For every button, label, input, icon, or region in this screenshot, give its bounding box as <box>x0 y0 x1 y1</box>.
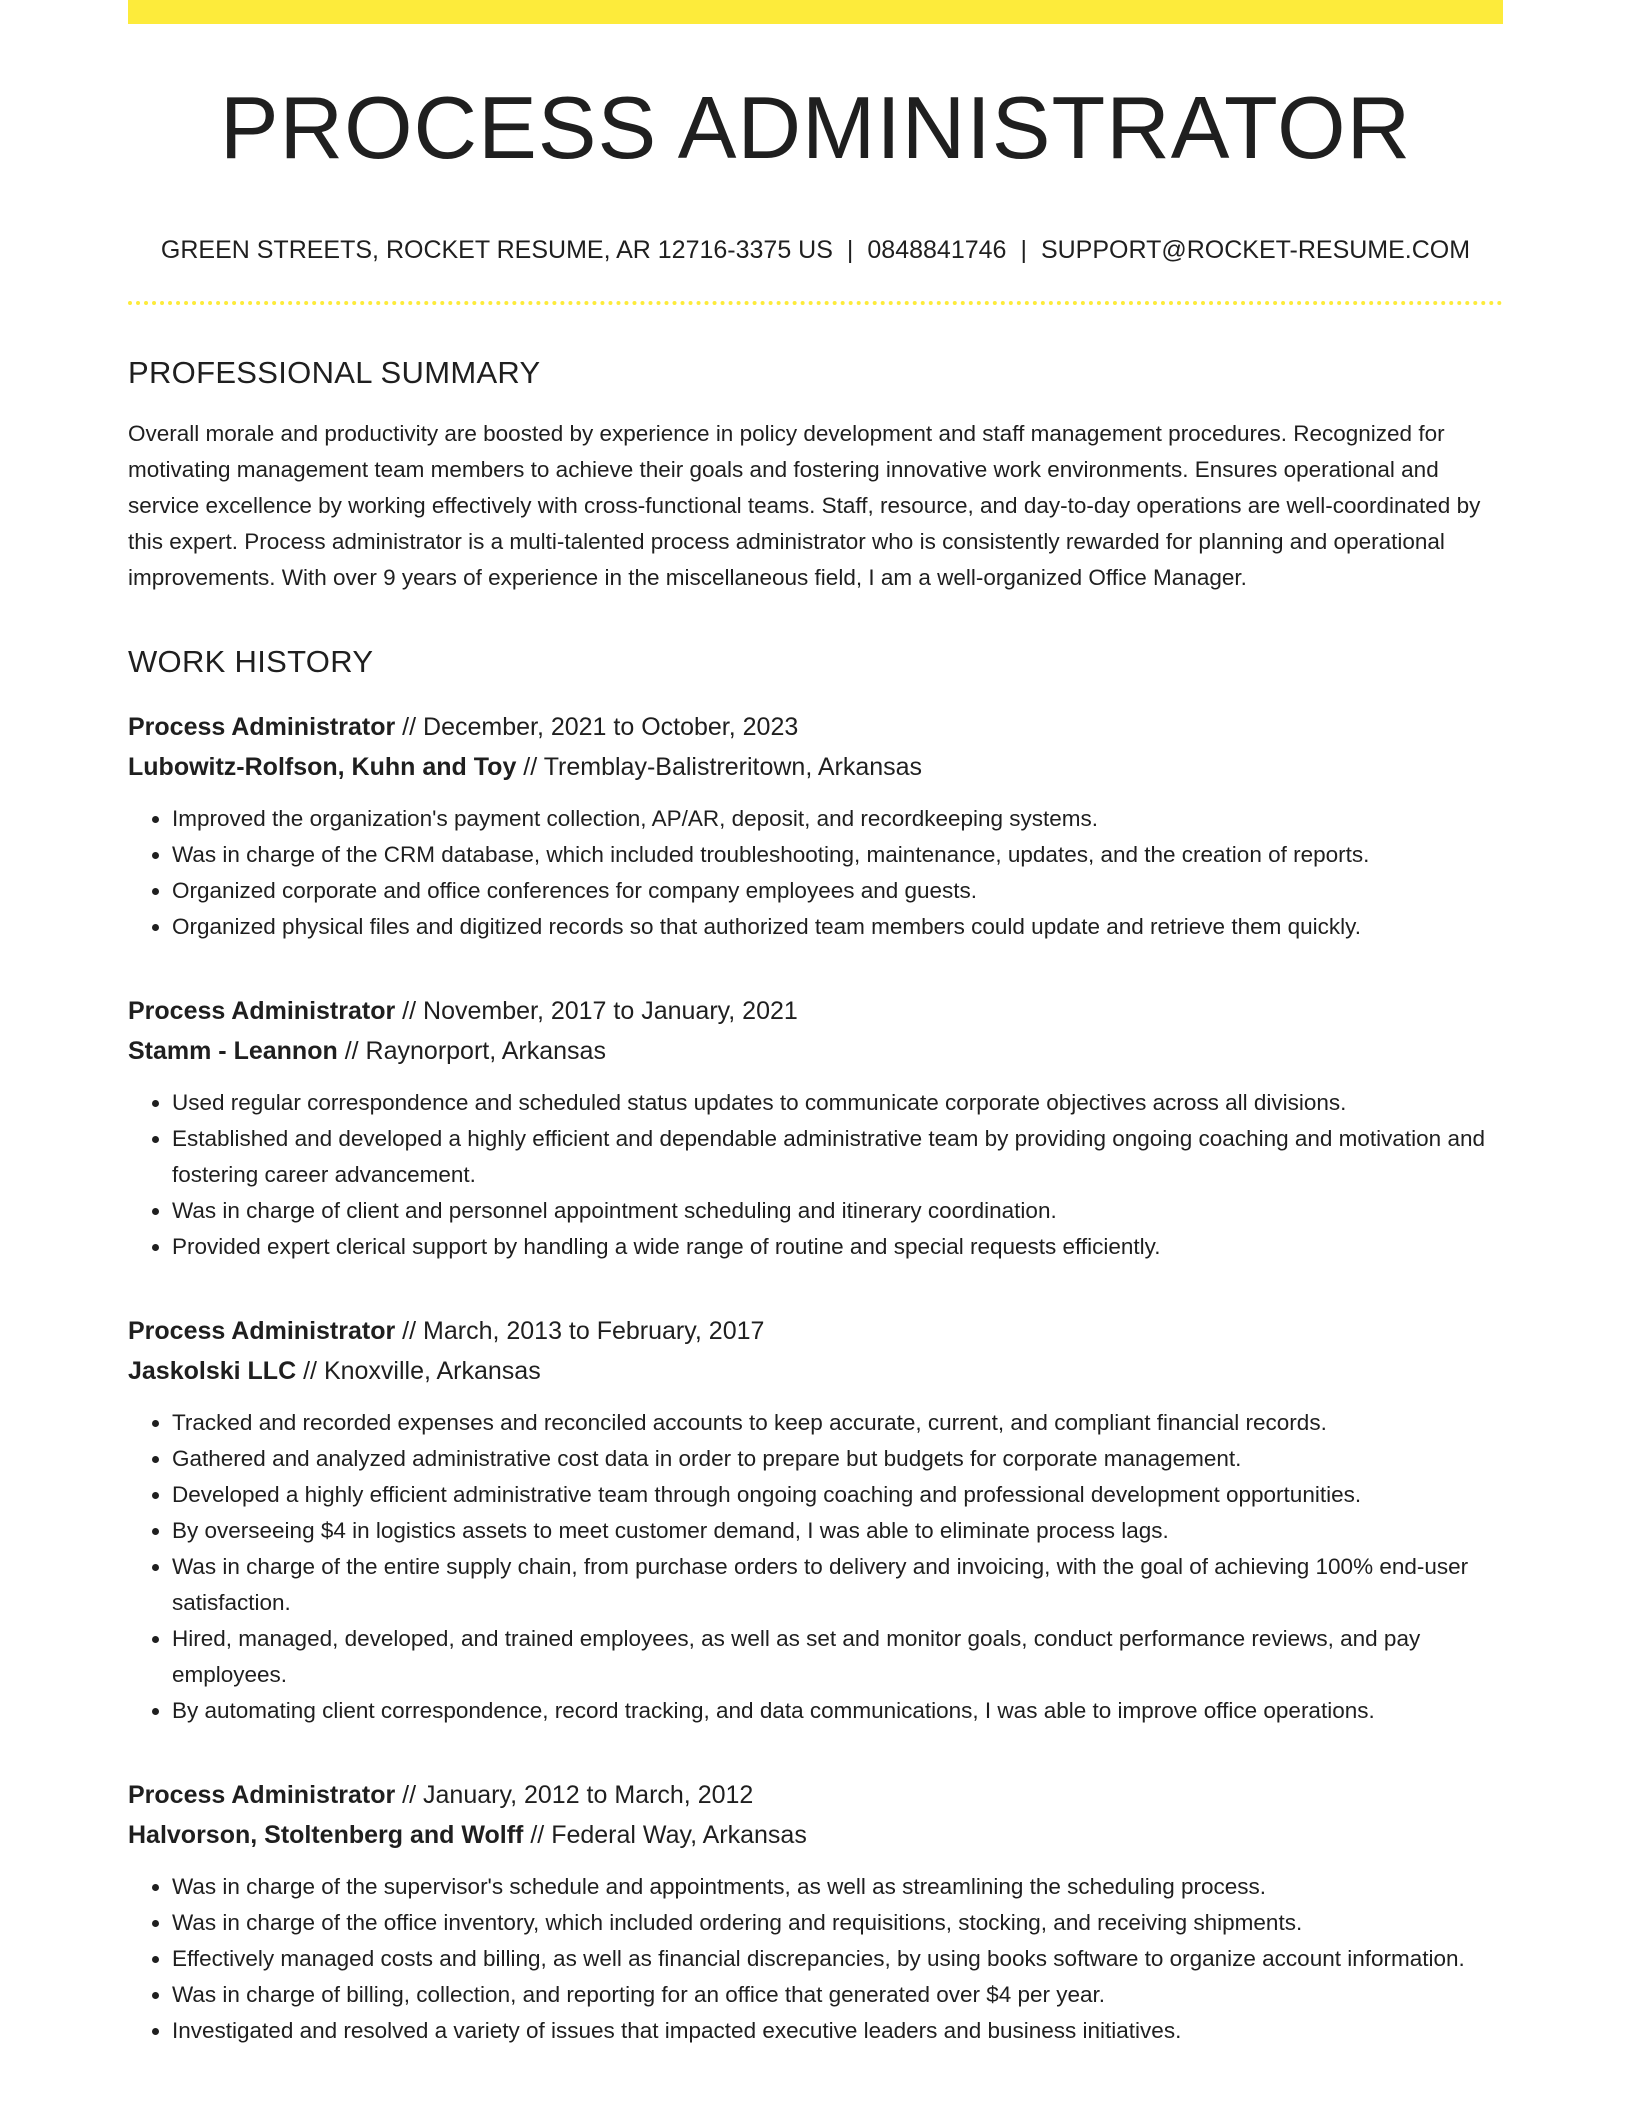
list-item: • Improved the organization's payment collection, AP/AR, deposit, and recordkeeping systems. <box>172 801 1503 837</box>
list-item: • Was in charge of the office inventory, which included ordering and requisitions, stocking, and receiving shipments. <box>172 1905 1503 1941</box>
job-company: Jaskolski LLC <box>128 1357 297 1385</box>
job-bullets <box>128 1869 1503 2049</box>
list-item: • Was in charge of the CRM database, which included troubleshooting, maintenance, updates, and the creation of reports. <box>172 837 1503 873</box>
list-item: • Provided expert clerical support by handling a wide range of routine and special requests efficiently. <box>172 1229 1503 1265</box>
list-item: • Was in charge of the entire supply chain, from purchase orders to delivery and invoicing, with the goal of achieving 100% end-user satisfaction. <box>172 1549 1503 1621</box>
summary-title: PROFESSIONAL SUMMARY <box>128 355 541 390</box>
contact-separator: | <box>846 236 854 264</box>
job-title-line <box>128 1775 1503 1815</box>
list-item: • Developed a highly efficient administrative team through ongoing coaching and professional development opportunities. <box>172 1477 1503 1513</box>
list-item: • Organized physical files and digitized records so that authorized team members could update and retrieve them quickly. <box>172 909 1503 945</box>
list-item: • Established and developed a highly efficient and dependable administrative team by providing ongoing coaching and motivation and fostering career advancement. <box>172 1121 1503 1193</box>
job-entry <box>128 1311 1503 1729</box>
contact-line <box>128 238 1503 263</box>
job-role: Process Administrator <box>128 1781 396 1809</box>
accent-top-bar <box>128 0 1503 24</box>
list-item: • Tracked and recorded expenses and reconciled accounts to keep accurate, current, and compliant financial records. <box>172 1405 1503 1441</box>
list-item: • Used regular correspondence and scheduled status updates to communicate corporate objectives across all divisions. <box>172 1085 1503 1121</box>
list-item: • Investigated and resolved a variety of issues that impacted executive leaders and business initiatives. <box>172 2013 1503 2049</box>
job-bullets <box>128 801 1503 945</box>
list-item: • Was in charge of billing, collection, and reporting for an office that generated over $4 per year. <box>172 1977 1503 2013</box>
job-entry <box>128 1775 1503 2049</box>
job-company-line <box>128 1031 1503 1071</box>
job-company: Halvorson, Stoltenberg and Wolff <box>128 1821 524 1849</box>
dotted-divider <box>128 301 1503 305</box>
delimiter: // <box>337 1037 366 1065</box>
resume-page <box>128 0 1503 2049</box>
job-role: Process Administrator <box>128 713 396 741</box>
contact-address: GREEN STREETS, ROCKET RESUME, AR 12716-3375 US <box>160 236 833 264</box>
contact-phone: 0848841746 <box>867 236 1007 264</box>
contact-separator: | <box>1020 236 1027 264</box>
list-item: • Gathered and analyzed administrative cost data in order to prepare but budgets for corporate management. <box>172 1441 1503 1477</box>
job-bullets <box>128 1405 1503 1729</box>
delimiter: // <box>296 1357 324 1385</box>
delimiter: // <box>395 997 424 1025</box>
delimiter: // <box>395 713 424 741</box>
list-item: • Was in charge of client and personnel appointment scheduling and itinerary coordination. <box>172 1193 1503 1229</box>
list-item: • Organized corporate and office conferences for company employees and guests. <box>172 873 1503 909</box>
job-location: Raynorport, Arkansas <box>365 1037 606 1065</box>
job-dates: January, 2012 to March, 2012 <box>423 1781 754 1809</box>
job-dates: March, 2013 to February, 2017 <box>423 1317 765 1345</box>
contact-email[interactable]: SUPPORT@ROCKET-RESUME.COM <box>1040 236 1471 264</box>
job-company-line <box>128 747 1503 787</box>
job-dates: December, 2021 to October, 2023 <box>423 713 799 741</box>
job-role: Process Administrator <box>128 997 396 1025</box>
delimiter: // <box>523 1821 552 1849</box>
job-bullets <box>128 1085 1503 1265</box>
job-entry <box>128 991 1503 1265</box>
summary-text: Overall morale and productivity are boosted by experience in policy development and staff management procedures. Recognized for motivating management team members to achieve their goals and fostering innovative work environments. Ensures operational and service excellence by working effectively with cross-functional teams. Staff, resource, and day-to-day operations are well-coordinated by this expert. Process administrator is a multi-talented process administrator who is consistently rewarded for planning and operational improvements. With over 9 years of experience in the miscellaneous field, I am a well-organized Office Manager. <box>128 421 1481 590</box>
job-location: Tremblay-Balistreritown, Arkansas <box>543 753 923 781</box>
job-role: Process Administrator <box>128 1317 396 1345</box>
job-location: Federal Way, Arkansas <box>551 1821 807 1849</box>
list-item: • Was in charge of the supervisor's schedule and appointments, as well as streamlining the scheduling process. <box>172 1869 1503 1905</box>
job-entry <box>128 707 1503 945</box>
work-history-title: WORK HISTORY <box>128 644 374 679</box>
list-item: • Hired, managed, developed, and trained employees, as well as set and monitor goals, conduct performance reviews, and pay employees. <box>172 1621 1503 1693</box>
delimiter: // <box>395 1317 424 1345</box>
job-company-line <box>128 1351 1503 1391</box>
candidate-name: PROCESS ADMINISTRATOR <box>219 78 1412 177</box>
job-title-line <box>128 707 1503 747</box>
job-company: Stamm - Leannon <box>128 1037 338 1065</box>
list-item: • Effectively managed costs and billing, as well as financial discrepancies, by using books software to organize account information. <box>172 1941 1503 1977</box>
job-company: Lubowitz-Rolfson, Kuhn and Toy <box>128 753 517 781</box>
job-title-line <box>128 1311 1503 1351</box>
job-dates: November, 2017 to January, 2021 <box>423 997 798 1025</box>
work-history-list <box>128 707 1503 2049</box>
list-item: • By automating client correspondence, record tracking, and data communications, I was able to improve office operations. <box>172 1693 1503 1729</box>
job-title-line <box>128 991 1503 1031</box>
job-company-line <box>128 1815 1503 1855</box>
delimiter: // <box>516 753 544 781</box>
job-location: Knoxville, Arkansas <box>323 1357 541 1385</box>
list-item: • By overseeing $4 in logistics assets to meet customer demand, I was able to eliminate process lags. <box>172 1513 1503 1549</box>
delimiter: // <box>395 1781 424 1809</box>
